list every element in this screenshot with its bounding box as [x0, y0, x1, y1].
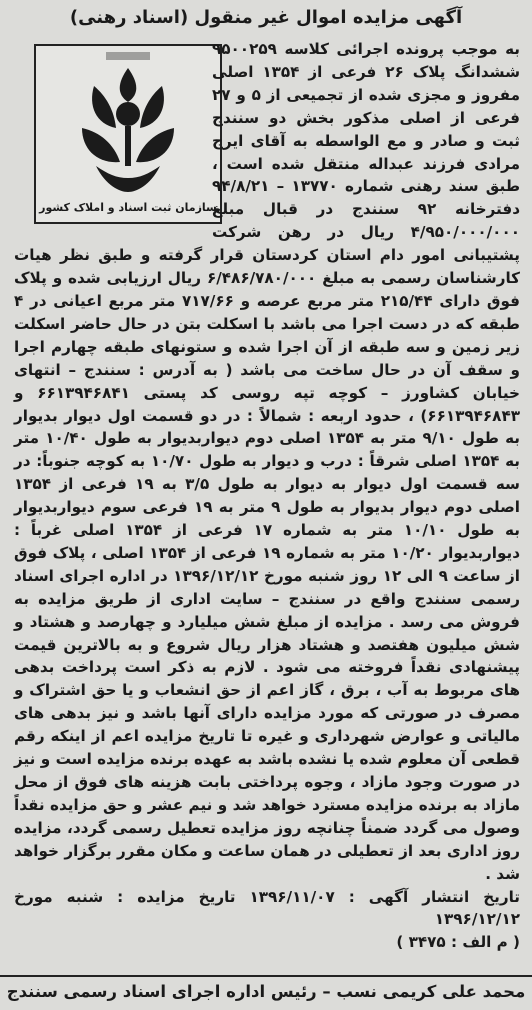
- notice-title: آگهی مزایده اموال غیر منقول (اسناد رهنی): [69, 7, 463, 28]
- publish-dates: تاریخ انتشار آگهی : ۱۳۹۶/۱۱/۰۷ تاریخ مزایده : شنبه مورخ ۱۳۹۶/۱۲/۱۲: [14, 887, 520, 929]
- signature-line: محمد علی کریمی نسب – رئیس اداره اجرای اسناد رسمی سنندج: [6, 982, 526, 1001]
- logo-caption: سازمان ثبت اسناد و املاک کشور: [39, 201, 217, 214]
- notice-code: ( م الف : ۳۴۷۵ ): [396, 933, 520, 952]
- logo-spacer: [14, 38, 212, 226]
- notice-body-text: به موجب پرونده اجرائی کلاسه ۹۵۰۰۲۵۹ ششدانگ پلاک ۲۶ فرعی از ۱۳۵۴ اصلی مفروز و مجزی شده از تجمیعی از ۵ و ۲۷ فرعی از اصلی مذکور بخش دو سنندج ثبت و صادر و مع الواسطه به آقای ایرج مرادی فرزند عبداله منتقل شده است ، طبق سند رهنی شماره ۱۳۷۷۰ – ۹۴/۸/۲۱ دفترخانه ۹۲ سنندج در قبال مبلغ ۴/۹۵۰/۰۰۰/۰۰۰ ریال در رهن شرکت پشتیبانی امور دام استان کردستان قرار گرفته و طبق نظر هیات کارشناسان رسمی به مبلغ ۶/۴۸۶/۷۸۰/۰۰۰ ریال ارزیابی شده و پلاک فوق دارای ۲۱۵/۴۴ متر مربع عرصه و ۷۱۷/۶۶ متر مربع اعیانی در ۴ طبقه که در دست اجرا می باشد با اسکلت بتن در حال حاضر اسکلت زیر زمین و سه طبقه از آن اجرا شده و ستونهای طبقه چهارم اجرا و سقف آن در حال ساخت می باشد ( به آدرس : سنندج – انتهای خیابان کشاورز – کوچه تپه روسی کد پستی ۶۶۱۳۹۴۶۸۴۱ و ۶۶۱۳۹۴۶۸۴۳) ، حدود اربعه : شمالاً : در دو قسمت اول دیوار بدیوار به طول ۹/۱۰ متر به ۱۳۵۴ اصلی دوم دیواربدیوار به طول ۱۰/۴۰ متر به ۱۳۵۴ اصلی شرقاً : درب و دیوار به طول ۱۰/۷۰ به کوچه جنوباً: در سه قسمت اول دیوار به دیوار به طول ۳/۵ به ۱۹ فرعی از ۱۳۵۴ اصلی دوم دیوار بدیوار به طول ۹ متر به ۱۹ فرعی سوم دیواربدیوار به طول ۱۰/۱۰ متر به شماره ۱۷ فرعی از ۱۳۵۴ اصلی غرباً : دیواربدیوار ۱۰/۲۰ متر به شماره ۱۹ فرعی از ۱۳۵۴ اصلی ، پلاک فوق از ساعت ۹ الی ۱۲ روز شنبه مورخ ۱۳۹۶/۱۲/۱۲ در اداره اجرای اسناد رسمی سنندج واقع در سنندج – سایت اداری از طریق مزایده به فروش می رسد . مزایده از مبلغ شش میلیارد و چهارصد و هشتاد و شش میلیون هفتصد و هشتاد هزار ریال شروع و به بالاترین قیمت پیشنهادی نقداً فروخته می شود . لازم به ذکر است پرداخت بدهی های مربوط به آب ، برق ، گاز اعم از حق انشعاب و یا حق اشتراک و مصرف در صورتی که مورد مزایده دارای آنها باشد و نیز بدهی های مالیاتی و عوارض شهرداری و غیره تا تاریخ مزایده اعم از اینکه رقم قطعی آن معلوم شده یا نشده باشد به عهده برنده مزایده است و نیز در صورت وجود مازاد ، وجوه پرداختی بابت هزینه های فوق از محل مازاد به برنده مزایده مسترد خواهد شد و نیم عشر و حق مزایده نقداً وصول می گردد ضمناً چنانچه روز مزایده تعطیل رسمی گردد، مزایده روز اداری بعد از تعطیلی در همان ساعت و مکان مقرر برگزار خواهد شد .: [14, 40, 521, 883]
- footer-divider: [0, 975, 532, 977]
- notice-body: [14, 38, 520, 954]
